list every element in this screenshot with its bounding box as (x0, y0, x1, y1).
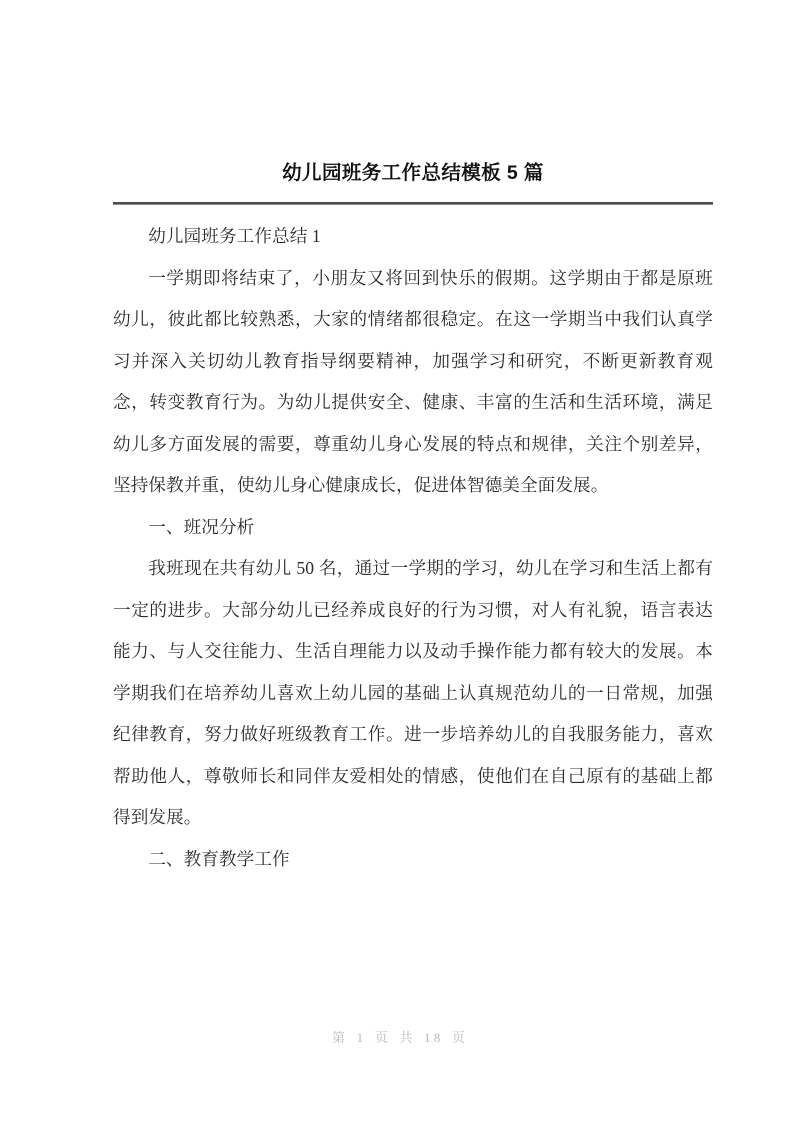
title-divider (113, 202, 713, 205)
footer-of-word: 共 (399, 1030, 416, 1045)
page-footer (0, 1029, 800, 1047)
section-subtitle: 幼儿园班务工作总结 1 (148, 226, 321, 246)
footer-prefix: 第 (331, 1030, 349, 1045)
footer-page-word-end: 页 (451, 1030, 469, 1045)
page-title: 幼儿园班务工作总结模板 5 篇 (282, 162, 544, 184)
footer-current-page: 1 (356, 1030, 367, 1045)
heading-class-analysis: 一、班况分析 (148, 516, 255, 537)
document-content (113, 0, 713, 880)
document-body (113, 216, 713, 880)
footer-page-word: 页 (374, 1030, 391, 1045)
paragraph-intro: 一学期即将结束了，小朋友又将回到快乐的假期。这学期由于都是原班幼儿，彼此都比较熟悉，大家的情绪都很稳定。在这一学期当中我们认真学习并深入关切幼儿教育指导纲要精神，加强学习和研究，不断更新教育观念，转变教育行为。为幼儿提供安全、健康、丰富的生活和生活环境，满足幼儿多方面发展的需要，尊重幼儿身心发展的特点和规律，关注个别差异，坚持保教并重，使幼儿身心健康成长，促进体智德美全面发展。 (113, 267, 713, 495)
heading-teaching-work: 二、教育教学工作 (148, 848, 290, 869)
paragraph-class-analysis: 我班现在共有幼儿 50 名，通过一学期的学习，幼儿在学习和生活上都有一定的进步。大部分幼儿已经养成良好的行为习惯，对人有礼貌，语言表达能力、与人交往能力、生活自理能力以及动手操作能力都有较大的发展。本学期我们在培养幼儿喜欢上幼儿园的基础上认真规范幼儿的一日常规，加强纪律教育，努力做好班级教育工作。进一步培养幼儿的自我服务能力，喜欢帮助他人，尊敬师长和同伴友爱相处的情感，使他们在自己原有的基础上都得到发展。 (113, 558, 713, 827)
footer-total-pages: 18 (424, 1030, 444, 1045)
